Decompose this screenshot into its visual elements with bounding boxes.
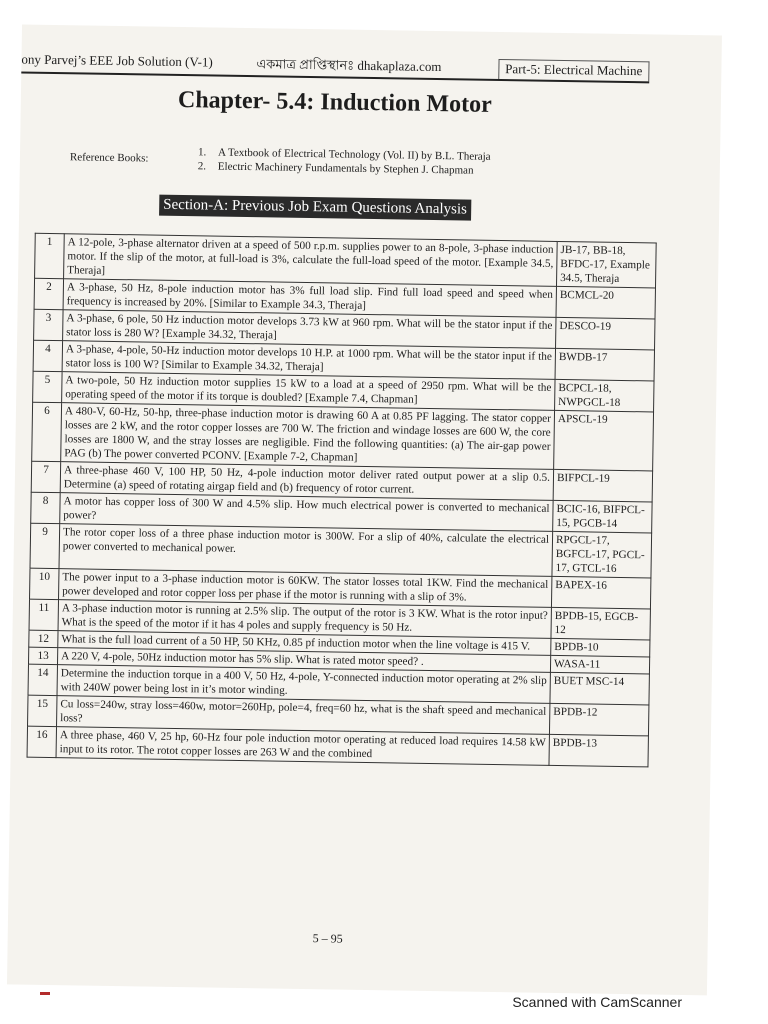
header-part-label: Part-5: Electrical Machine [498, 59, 649, 81]
question-text: Cu loss=240w, stray loss=460w, motor=260Hp, pole=4, freq=60 hz, what is the shaft speed and mechanical loss? [57, 696, 550, 735]
exam-source: BCMCL-20 [556, 286, 655, 319]
exam-source: WASA-11 [550, 655, 649, 674]
question-number: 16 [27, 726, 56, 757]
exam-source: BPDB-13 [549, 734, 648, 767]
exam-source: BPDB-12 [549, 703, 648, 736]
question-number: 9 [30, 523, 60, 568]
exam-source: BPDB-15, EGCB-12 [551, 607, 650, 640]
exam-source: BCPCL-18, NWPGCL-18 [555, 379, 654, 412]
table-row [32, 402, 654, 471]
exam-source: BIFPCL-19 [553, 469, 652, 502]
scan-mark [40, 992, 50, 995]
header-book-title: ony Parvej’s EEE Job Solution (V-1) [21, 51, 213, 70]
question-number: 1 [35, 233, 65, 278]
question-text: A three-phase 460 V, 100 HP, 50 Hz, 4-pole induction motor deliver rated output power at a slip 0.5. Determine (a) speed of rotating airgap field and (b) frequency of rotor current. [60, 462, 553, 501]
scanner-watermark: Scanned with CamScanner [512, 994, 682, 1010]
question-text: A 3-phase, 6 pole, 50 Hz induction motor develops 3.73 kW at 960 rpm. What will be the stator input if the stator loss is 280 W? [Example 34.32, Theraja] [63, 310, 556, 349]
question-text: Determine the induction torque in a 400 V, 50 Hz, 4-pole, Y-connected induction motor operating at 2% slip with 240W power being lost in it’s motor winding. [57, 665, 550, 704]
reference-text: A Textbook of Electrical Technology (Vol. II) by B.L. Theraja [217, 146, 491, 163]
page-number: 5 – 95 [312, 931, 343, 946]
exam-source: BAPEX-16 [551, 576, 650, 609]
questions-table [27, 233, 657, 768]
question-number: 13 [28, 647, 57, 664]
exam-source: RPGCL-17, BGFCL-17, PGCL-17, GTCL-16 [552, 531, 652, 578]
question-text: A 3-phase, 50 Hz, 8-pole induction motor has 3% full load slip. Find full load speed and speed when frequency is increased by 20%. [Similar to Example 34.3, Theraja] [63, 279, 556, 318]
question-number: 4 [33, 340, 62, 371]
exam-source: BPDB-10 [551, 638, 650, 657]
question-number: 8 [31, 492, 60, 523]
chapter-title: Chapter- 5.4: Induction Motor [177, 86, 492, 118]
reference-text: Electric Machinery Fundamentals by Stephen J. Chapman [217, 160, 474, 177]
question-number: 5 [33, 371, 62, 402]
exam-source: DESCO-19 [556, 317, 655, 350]
header-distributor: একমাত্র প্রাপ্তিস্থানঃ dhakaplaza.com [256, 56, 442, 75]
question-text: A 220 V, 4-pole, 50Hz induction motor has 5% slip. What is rated motor speed? . [57, 648, 550, 673]
question-number: 7 [31, 461, 60, 492]
question-text: A 3-phase, 4-pole, 50-Hz induction motor develops 10 H.P. at 1000 rpm. What will be the stator input if the stator loss is 100 W? [Similar to Example 34.32, Theraja] [62, 341, 555, 380]
question-number: 6 [32, 402, 62, 461]
question-number: 2 [34, 278, 63, 309]
question-number: 15 [28, 695, 57, 726]
question-number: 14 [28, 664, 57, 695]
exam-source: BCIC-16, BIFPCL-15, PGCB-14 [553, 500, 652, 533]
question-text: A 12-pole, 3-phase alternator driven at a speed of 500 r.p.m. supplies power to an 8-pole, 3-phase induction motor. If the slip of the motor, at full-load is 3%, calculate the full-load speed of the motor. [Example 34.5, Theraja] [64, 234, 558, 287]
running-header [21, 49, 649, 83]
question-number: 3 [34, 309, 63, 340]
exam-source: APSCL-19 [554, 410, 654, 471]
question-text: The rotor coper loss of a three phase induction motor is 300W. For a slip of 40%, calculate the electrical power converted to mechanical power. [59, 524, 553, 577]
question-number: 10 [30, 568, 59, 599]
question-text: What is the full load current of a 50 HP, 50 KHz, 0.85 pf induction motor when the line voltage is 415 V. [58, 631, 551, 656]
question-text: A three phase, 460 V, 25 hp, 60-Hz four pole induction motor operating at reduced load requires 14.58 kW input to its rotor. The rotot copper losses are 263 W and the combined [56, 727, 549, 766]
question-text: A 3-phase induction motor is running at 2.5% slip. The output of the rotor is 3 KW. What is the rotor input? What is the speed of the motor if it has 4 poles and supply frequency is 50 Hz. [58, 600, 551, 639]
document-page [7, 25, 722, 996]
question-text: A motor has copper loss of 300 W and 4.5% slip. How much electrical power is converted to mechanical power? [60, 493, 553, 532]
reference-label: Reference Books: [69, 151, 149, 165]
question-text: The power input to a 3-phase induction motor is 60KW. The stator losses total 1KW. Find the mechanical power developed and rotor copper loss per phase if the motor is running with a slip of 3%. [59, 569, 552, 608]
exam-source: BWDB-17 [555, 348, 654, 381]
exam-source: BUET MSC-14 [550, 672, 649, 705]
reference-list [198, 145, 491, 178]
exam-source: JB-17, BB-18, BFDC-17, Example 34.5, Theraja [556, 241, 656, 288]
section-heading: Section-A: Previous Job Exam Questions Analysis [159, 195, 471, 221]
question-text: A two-pole, 50 Hz induction motor supplies 15 kW to a load at a speed of 2950 rpm. What will be the operating speed of the motor if its torque is doubled? [Example 7.4, Chapman] [62, 372, 555, 411]
reference-number: 2. [197, 160, 207, 173]
question-text: A 480-V, 60-Hz, 50-hp, three-phase induction motor is drawing 60 A at 0.85 PF lagging. The stator copper losses are 2 kW, and the rotor copper losses are 700 W. The friction and windage losses are 600 W, the core losses are 1800 W, and the stray losses are negligible. Find the following quantities: (a) The air-gap power PAG (b) The power converted PCONV. [Example 7-2, Chapman] [61, 403, 555, 470]
question-number: 12 [29, 630, 58, 647]
question-number: 11 [29, 599, 58, 630]
reference-number: 1. [197, 146, 207, 159]
